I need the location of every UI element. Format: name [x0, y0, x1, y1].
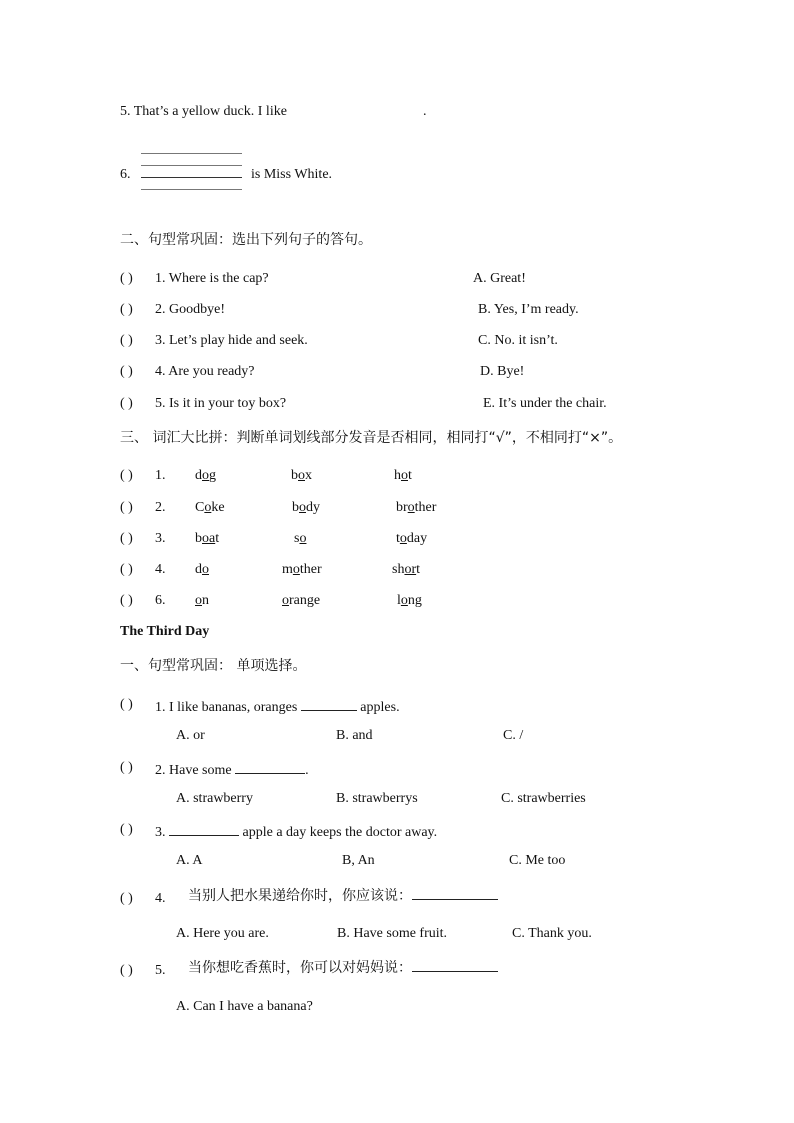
word-part: d [195, 468, 202, 483]
word [397, 592, 422, 610]
word-part: t [396, 531, 400, 546]
underlined-letters: o [299, 531, 307, 546]
td-question-2-end: . [305, 763, 309, 778]
option-b: B. and [336, 728, 373, 743]
underlined-letters: or [404, 562, 417, 577]
question-item: 3. Let’s play hide and seek. [155, 333, 308, 348]
word [291, 467, 312, 485]
answer-paren[interactable]: ( ) [120, 500, 133, 515]
word [195, 561, 209, 579]
question-item: 4. Are you ready? [155, 364, 255, 379]
td-question-4-number: 4. [155, 891, 166, 906]
section-3-heading: 三、 词汇大比拼：判断单词划线部分发音是否相同，相同打“√”，不相同打“×”。 [120, 430, 623, 446]
answer-option: E. It’s under the chair. [483, 396, 607, 411]
word-part: s [294, 531, 300, 546]
word-part: dy [306, 500, 320, 515]
underlined-letters: o [407, 500, 415, 515]
underlined-letters: o [202, 562, 209, 577]
answer-option: B. Yes, I’m ready. [478, 302, 579, 317]
answer-paren[interactable]: ( ) [120, 396, 133, 411]
answer-paren[interactable]: ( ) [120, 271, 133, 286]
answer-paren[interactable]: ( ) [120, 593, 133, 608]
question-item: 1. Where is the cap? [155, 271, 269, 286]
question-5 [120, 103, 287, 121]
answer-blank[interactable] [169, 821, 239, 836]
question-6-number: 6. [120, 167, 131, 182]
item-number: 3. [155, 531, 166, 546]
word-part: g [209, 468, 216, 483]
option-a: A. A [176, 853, 203, 868]
answer-paren[interactable]: ( ) [120, 302, 133, 317]
option-c: C. Thank you. [512, 926, 592, 941]
underlined-letters: o [399, 531, 407, 546]
td-question-3-number: 3. [155, 825, 166, 840]
option-c: C. / [503, 728, 524, 743]
td-question-3-text: apple a day keeps the doctor away. [242, 825, 438, 840]
word [195, 467, 216, 485]
td-question-5-number: 5. [155, 963, 166, 978]
question-item: 5. Is it in your toy box? [155, 396, 287, 411]
answer-blank[interactable] [412, 957, 498, 972]
third-day-heading: 一、句型常巩固： 单项选择。 [120, 658, 307, 674]
question-5-text: 5. That’s a yellow duck. I like [120, 104, 287, 119]
answer-line [141, 177, 242, 178]
word-part: ther [299, 562, 322, 577]
td-question-4-text: 当别人把水果递给你时，你应该说： [188, 888, 412, 904]
underlined-letters: o [292, 562, 300, 577]
word-part: br [396, 500, 408, 515]
word-part: t [416, 562, 421, 577]
item-number: 6. [155, 593, 166, 608]
underlined-letters: o [204, 500, 212, 515]
word [392, 561, 420, 579]
question-6-text: is Miss White. [251, 167, 333, 182]
question-paren[interactable]: ( ) [120, 963, 133, 978]
option-b: B. strawberrys [336, 791, 418, 806]
td-question-3 [155, 821, 437, 842]
answer-paren[interactable]: ( ) [120, 562, 133, 577]
answer-paren[interactable]: ( ) [120, 364, 133, 379]
underlined-letters: o [401, 468, 408, 483]
option-b: B. Have some fruit. [337, 926, 448, 941]
underlined-letters: o [298, 468, 305, 483]
td-question-1-end: apples. [360, 700, 400, 715]
word-part: ng [407, 593, 422, 608]
word-part: h [394, 468, 401, 483]
question-5-period: . [423, 104, 427, 119]
answer-option: D. Bye! [480, 364, 525, 379]
item-number: 1. [155, 468, 166, 483]
question-paren[interactable]: ( ) [120, 760, 133, 775]
word [396, 499, 436, 517]
third-day-title: The Third Day [120, 624, 210, 639]
underlined-letters: o [299, 500, 306, 515]
option-c: C. Me too [509, 853, 566, 868]
word-part: d [195, 562, 202, 577]
word-part: ther [414, 500, 437, 515]
td-question-5-text: 当你想吃香蕉时，你可以对妈妈说： [188, 960, 412, 976]
question-paren[interactable]: ( ) [120, 697, 133, 712]
question-paren[interactable]: ( ) [120, 822, 133, 837]
underlined-letters: o [282, 593, 289, 608]
item-number: 4. [155, 562, 166, 577]
word-part: l [397, 593, 401, 608]
word [394, 467, 412, 485]
answer-paren[interactable]: ( ) [120, 333, 133, 348]
td-question-1-text: 1. I like bananas, oranges [155, 700, 298, 715]
underlined-letters: oa [202, 531, 216, 546]
word [294, 530, 306, 548]
word [195, 592, 209, 610]
word [282, 561, 322, 579]
answer-line [141, 153, 242, 154]
word [282, 592, 320, 610]
word-part: ke [211, 500, 225, 515]
td-question-2 [155, 759, 309, 780]
word-part: b [291, 468, 298, 483]
word-part: n [202, 593, 209, 608]
word-part: m [282, 562, 293, 577]
td-question-1 [155, 696, 400, 717]
word-part: C [195, 500, 205, 515]
option-a: A. or [176, 728, 205, 743]
word-part: day [406, 531, 428, 546]
word-part: t [215, 531, 220, 546]
underlined-letters: o [400, 593, 408, 608]
answer-paren[interactable]: ( ) [120, 531, 133, 546]
word-part: b [292, 500, 299, 515]
word [396, 530, 427, 548]
td-question-5 [188, 957, 498, 977]
answer-blank[interactable] [412, 885, 498, 900]
word-part: b [195, 531, 202, 546]
option-b: B, An [342, 853, 375, 868]
underlined-letters: o [195, 593, 202, 608]
option-c: C. strawberries [501, 791, 586, 806]
underlined-letters: o [202, 468, 209, 483]
option-a: A. strawberry [176, 791, 253, 806]
td-question-4 [188, 885, 498, 905]
answer-blank[interactable] [235, 759, 305, 774]
option-a: A. Can I have a banana? [176, 999, 313, 1014]
answer-option: C. No. it isn’t. [478, 333, 558, 348]
question-item: 2. Goodbye! [155, 302, 225, 317]
answer-option: A. Great! [473, 271, 526, 286]
word-part: range [289, 593, 321, 608]
answer-line [141, 165, 242, 166]
word [195, 530, 219, 548]
section-2-heading: 二、句型常巩固：选出下列句子的答句。 [120, 232, 372, 248]
word-part: sh [392, 562, 405, 577]
word-part: t [408, 468, 412, 483]
option-a: A. Here you are. [176, 926, 269, 941]
question-paren[interactable]: ( ) [120, 891, 133, 906]
answer-line [141, 189, 242, 190]
word [195, 499, 225, 517]
td-question-2-text: 2. Have some [155, 763, 232, 778]
answer-blank[interactable] [301, 696, 357, 711]
item-number: 2. [155, 500, 166, 515]
answer-paren[interactable]: ( ) [120, 468, 133, 483]
word-part: x [305, 468, 312, 483]
word [292, 499, 320, 517]
